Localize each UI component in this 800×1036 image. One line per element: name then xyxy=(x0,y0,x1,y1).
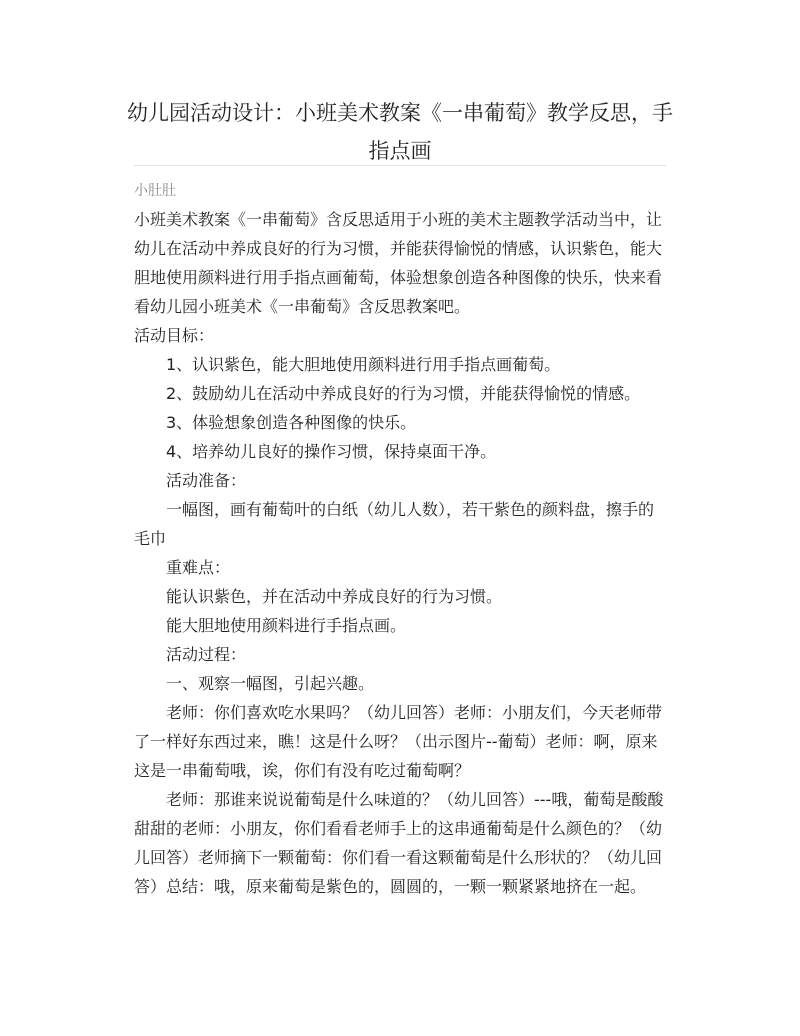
key-point-1: 能认识紫色，并在活动中养成良好的行为习惯。 xyxy=(166,587,503,606)
prep-heading: 活动准备： xyxy=(166,471,247,490)
prep-text: 一幅图，画有葡萄叶的白纸（幼儿人数），若干紫色的颜料盘，擦手的毛巾 xyxy=(134,500,655,548)
author-name: 小肚肚 xyxy=(134,183,176,199)
process-heading: 活动过程： xyxy=(166,645,247,664)
title-divider xyxy=(134,165,666,166)
key-point-2: 能大胆地使用颜料进行手指点画。 xyxy=(166,616,407,635)
goal-item-1: 1、认识紫色，能大胆地使用颜料进行用手指点画葡萄。 xyxy=(166,355,561,374)
dialogue-paragraph-1: 老师：你们喜欢吃水果吗？（幼儿回答）老师：小朋友们，今天老师带了一样好东西过来，瞧！这是什么呀？（出示图片--葡萄）老师：啊，原来这是一串葡萄哦，诶，你们有没有吃过葡萄啊？ xyxy=(134,703,663,780)
goal-item-2: 2、鼓励幼儿在活动中养成良好的行为习惯，并能获得愉悦的情感。 xyxy=(166,384,641,403)
article-body xyxy=(134,205,666,901)
page-title: 幼儿园活动设计：小班美术教案《一串葡萄》教学反思，手指点画 xyxy=(127,101,673,163)
key-points-heading: 重难点： xyxy=(166,558,231,577)
goal-item-3: 3、体验想象创造各种图像的快乐。 xyxy=(166,413,417,432)
process-step-1: 一、观察一幅图，引起兴趣。 xyxy=(166,674,375,693)
dialogue-paragraph-2: 老师：那谁来说说葡萄是什么味道的？（幼儿回答）---哦，葡萄是酸酸甜甜的老师：小朋友，你们看看老师手上的这串通葡萄是什么颜色的？（幼儿回答）老师摘下一颗葡萄：你们看一看这颗葡萄是什么形状的？（幼儿回答）总结：哦，原来葡萄是紫色的，圆圆的，一颗一颗紧紧地挤在一起。 xyxy=(134,790,664,896)
intro-paragraph: 小班美术教案《一串葡萄》含反思适用于小班的美术主题教学活动当中，让幼儿在活动中养成良好的行为习惯，并能获得愉悦的情感，认识紫色，能大胆地使用颜料进行用手指点画葡萄，体验想象创造各种图像的快乐，快来看看幼儿园小班美术《一串葡萄》含反思教案吧。 xyxy=(134,210,663,316)
goal-item-4: 4、培养幼儿良好的操作习惯，保持桌面干净。 xyxy=(166,442,497,461)
goals-heading: 活动目标： xyxy=(134,326,215,345)
